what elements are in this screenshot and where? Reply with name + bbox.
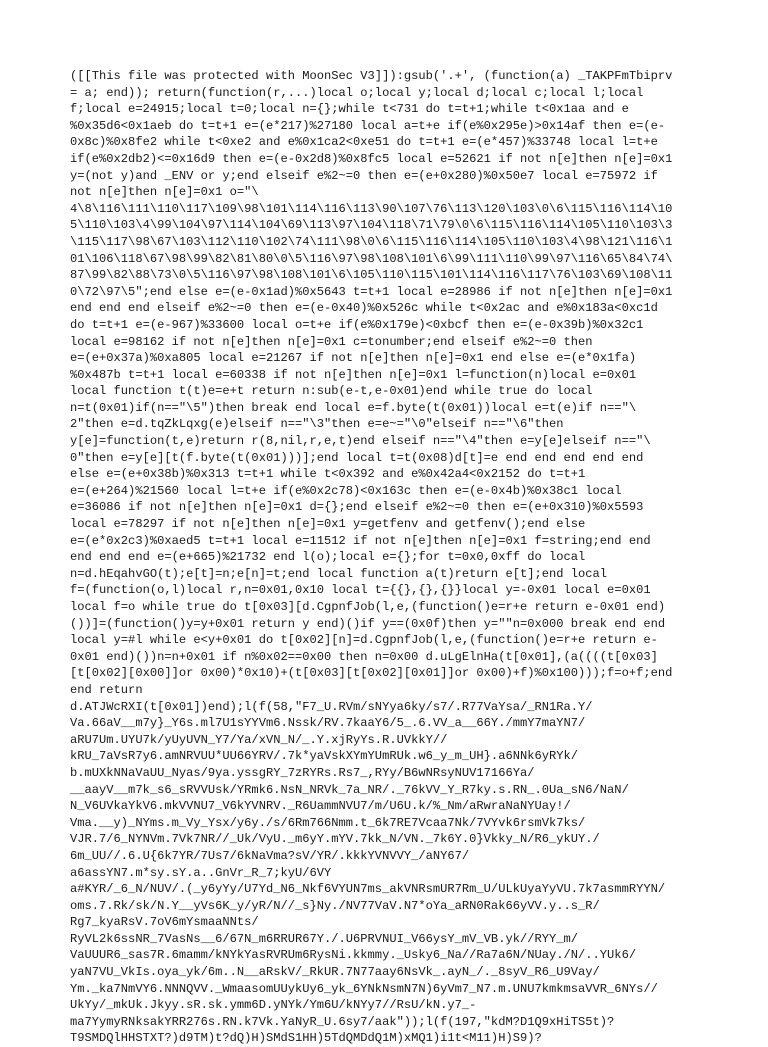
code-line: N_V6UVkaYkV6.mkVVNU7_V6kYVNRV._R6UammNVU7/m/U6U.k/%_Nm/aRwraNaNYUay!/ bbox=[70, 799, 571, 814]
code-line: VJR.7/6_NYNVm.7Vk7NR//_Uk/VyU._m6yY.mYV.7kk_N/VN._7k6Y.0}Vkky_N/R6_ykUY./ bbox=[70, 832, 600, 847]
code-line: Ym._ka7NmVY6.NNNQVV._WmaasomUUykUy6_yk_6YNkNsmN7N)6yVm7_N7.m.UNU7kmkmsaVVR_6NYs// bbox=[70, 981, 658, 996]
code-line: VaUUUR6_sas7R.6mamm/kNYkYasRVRUm6RysNi.kkmmy._Usky6_Na//Ra7a6N/NUay./N/..YUk6/ bbox=[70, 948, 637, 963]
code-line: local y=#l while e<y+0x01 do t[0x02][n]=d.CgpnfJob(l,e,(function()e=r+e return e- bbox=[70, 633, 658, 648]
code-line: RyVL2k6ssNR_7VasNs__6/67N_m6RRUR67Y./.U6PRVNUI_V66ysY_mV_VB.yk//RYY_m/ bbox=[70, 931, 579, 946]
code-line: = a; end)); return(function(r,...)local o;local y;local d;local c;local l;local bbox=[70, 85, 644, 100]
code-line: 0x01 end)())n=n+0x01 if n%0x02==0x00 then n=0x00 d.uLgElnHa(t[0x01],(a((((t[0x03] bbox=[70, 649, 658, 664]
code-line: else e=(e+0x38b)%0x313 t=t+1 while t<0x392 and e%0x42a4<0x2152 do t=t+1 bbox=[70, 467, 586, 482]
code-line: end return bbox=[70, 682, 143, 697]
code-line: a#KYR/_6_N/NUV/.(_y6yYy/U7Yd_N6_Nkf6VYUN7ms_akVNRsmUR7Rm_U/ULkUyaYyVU.7k7asmmRYYN/ bbox=[70, 882, 666, 897]
code-line: %0x487b t=t+1 local e=60338 if not n[e]then n[e]=0x1 l=function(n)local e=0x01 bbox=[70, 367, 637, 382]
code-line: not n[e]then n[e]=0x1 o="\ bbox=[70, 185, 259, 200]
code-line: kRU_7aVsR7y6.amNRVUU*UU66YRV/.7k*yaVskXYmYUmRUk.w6_y_m_UH}.a6NNk6yRYk/ bbox=[70, 749, 579, 764]
code-line: yaN7VU_VkIs.oya_yk/6m..N__aRskV/_RkUR.7N77aay6NsVk_.ayN_/._8syV_R6_U9Vay/ bbox=[70, 965, 600, 980]
code-line: oms.7.Rk/sk/N.Y__yVs6K_y/yR/N//_s}Ny./NV77VaV.N7*oYa_aRN0Rak66yVV.y..s_R/ bbox=[70, 898, 600, 913]
code-line: 2"then e=d.tqZkLqxg(e)elseif n=="\3"then e=e~="\0"elseif n=="\6"then bbox=[70, 417, 564, 432]
code-line: aRU7Um.UYU7k/yUyUVN_Y7/Ya/xVN_N/_.Y.xjRyYs.R.UVkkY// bbox=[70, 732, 448, 747]
code-line: 01\106\118\67\98\99\82\81\80\0\5\116\97\98\108\101\6\99\111\110\99\97\116\65\84\74\ bbox=[70, 251, 673, 266]
code-line: y[e]=function(t,e)return r(8,nil,r,e,t)end elseif n=="\4"then e=y[e]elseif n=="\ bbox=[70, 434, 651, 449]
code-line: 0x8c)%0x8fe2 while t<0xe2 and e%0x1ca2<0xe51 do t=t+1 e=(e*457)%33748 local l=t+e bbox=[70, 135, 658, 150]
code-line: f=(function(o,l)local r,n=0x01,0x10 local t={{},{},{}}local y=-0x01 local e=0x01 bbox=[70, 583, 651, 598]
code-line: local e=98162 if not n[e]then n[e]=0x1 c=tonumber;end elseif e%2~=0 then bbox=[70, 334, 593, 349]
code-line: a6assYN7.m*sy.sY.a..GnVr_R_7;kyU/6VY bbox=[70, 865, 332, 880]
code-line: __aayV__m7k_s6_sRVVUsk/YRmk6.NsN_NRVk_7a_NR/._76kVV_Y_R7ky.s.RN_.0Ua_sN6/NaN/ bbox=[70, 782, 629, 797]
code-text-block bbox=[70, 68, 710, 1047]
code-line: %0x35d6<0x1aeb do t=t+1 e=(e*217)%27180 local a=t+e if(e%0x295e)>0x14af then e=(e- bbox=[70, 118, 666, 133]
code-line: e=(e+264)%21560 local l=t+e if(e%0x2c78)<0x163c then e=(e-0x4b)%0x38c1 local bbox=[70, 483, 622, 498]
code-line: end end end elseif e%2~=0 then e=(e-0x40)%0x526c while t<0x2ac and e%0x183a<0xc1d bbox=[70, 301, 658, 316]
code-line: e=(e*0x2c3)%0xaed5 t=t+1 local e=11512 if not n[e]then n[e]=0x1 f=string;end end bbox=[70, 533, 651, 548]
code-line: e=36086 if not n[e]then n[e]=0x1 d={};end elseif e%2~=0 then e=(e+0x310)%0x5593 bbox=[70, 500, 644, 515]
code-line: 5\110\103\4\99\104\97\114\104\69\113\97\104\118\71\79\0\6\115\116\114\105\110\103\3 bbox=[70, 218, 673, 233]
code-line: UkYy/_mkUk.Jkyy.sR.sk.ymm6D.yNYk/Ym6U/kNYy7//RsU/kN.y7_- bbox=[70, 998, 477, 1013]
code-line: 6m_UU//.6.U{6k7YR/7Us7/6kNaVma?sV/YR/.kkkYVNVVY_/aNY67/ bbox=[70, 848, 470, 863]
code-line: local f=o while true do t[0x03][d.CgpnfJob(l,e,(function()e=r+e return e-0x01 end) bbox=[70, 600, 666, 614]
code-line: local function t(t)e=e+t return n:sub(e-t,e-0x01)end while true do local bbox=[70, 384, 593, 399]
code-line: Vma.__y)_NYms.m_Vy_Ysx/y6y./s/6Rm766Nmm.t_6k7RE7Vcaa7Nk/7VYvk6rsmVk7ks/ bbox=[70, 815, 586, 830]
code-line: ([[This file was protected with MoonSec V3]]):gsub('.+', (function(a) _TAKPFmTbiprv bbox=[70, 69, 673, 83]
code-line: Rg7_kyaRsV.7oV6mYsmaaNNts/ bbox=[70, 915, 259, 930]
code-line: f;local e=24915;local t=0;local n={};while t<731 do t=t+1;while t<0x1aa and e bbox=[70, 102, 629, 117]
code-line: e=(e+0x37a)%0xa805 local e=21267 if not n[e]then n[e]=0x1 end else e=(e*0x1fa) bbox=[70, 351, 637, 366]
code-line: ma7YymyRNksakYRR276s.RN.k7Vk.YaNyR_U.6sy7/aak"));l(f(197,"kdM?D1Q9xHiTS5t)? bbox=[70, 1014, 615, 1029]
code-line: n=d.hEqahvGO(t);e[t]=n;e[n]=t;end local function a(t)return e[t];end local bbox=[70, 566, 608, 581]
code-line: T9SMDQlHHSTXT?)d9TM)t?dQ)H)SMdS1HH)5TdQMDdQ1M)xMQ1)i1t<M11)H)S9)? bbox=[70, 1031, 542, 1046]
code-line: Va.66aV__m7y}_Y6s.ml7U1sYYVm6.Nssk/RV.7kaaY6/5_.6.VV_a__66Y./mmY7maYN7/ bbox=[70, 716, 586, 731]
code-line: n=t(0x01)if(n=="\5")then break end local e=f.byte(t(0x01))local e=t(e)if n=="\ bbox=[70, 400, 637, 415]
code-line: 0\72\97\5";end else e=(e-0x1ad)%0x5643 t=t+1 local e=28986 if not n[e]then n[e]=0x1 bbox=[70, 284, 673, 299]
code-line: if(e%0x2db2)<=0x16d9 then e=(e-0x2d8)%0x8fc5 local e=52621 if not n[e]then n[e]=0x1 bbox=[70, 151, 673, 166]
code-line: b.mUXkNNaVaUU_Nyas/9ya.yssgRY_7zRYRs.Rs7_,RYy/B6wNRsyNUV17166Ya/ bbox=[70, 765, 535, 780]
code-line: end end end e=(e+665)%21732 end l(o);local e={};for t=0x0,0xff do local bbox=[70, 550, 586, 565]
code-line: [t[0x02][0x00]]or 0x00)*0x10)+(t[0x03][t[0x02][0x01]]or 0x00)+f)%0x100)));f=o+f;end bbox=[70, 666, 673, 681]
code-line: local e=78297 if not n[e]then n[e]=0x1 y=getfenv and getfenv();end else bbox=[70, 517, 586, 532]
code-line: 87\99\82\88\73\0\5\116\97\98\108\101\6\105\110\115\101\114\116\117\76\103\69\108\11 bbox=[70, 268, 673, 283]
code-line: d.ATJWcRXI(t[0x01])end);l(f(58,"F7_U.RVm/sNYya6ky/s7/.R77VaYsa/_RN1Ra.Y/ bbox=[70, 699, 593, 714]
code-line: \115\117\98\67\103\112\110\102\74\111\98\0\6\115\116\114\105\110\103\4\98\121\116\1 bbox=[70, 234, 673, 249]
code-line: 4\8\116\111\110\117\109\98\101\114\116\113\90\107\76\113\120\103\0\6\115\116\114\10 bbox=[70, 201, 673, 216]
code-line: ())]=(function()y=y+0x01 return y end)()if y==(0x0f)then y=""n=0x000 break end end bbox=[70, 616, 666, 631]
code-line: 0"then e=y[e][t(f.byte(t(0x01)))];end local t=t(0x08)d[t]=e end end end end end bbox=[70, 450, 644, 465]
code-line: y=(not y)and _ENV or y;end elseif e%2~=0 then e=(e+0x280)%0x50e7 local e=75972 if bbox=[70, 168, 658, 183]
code-line: do t=t+1 e=(e-967)%33600 local o=t+e if(e%0x179e)<0xbcf then e=(e-0x39b)%0x32c1 bbox=[70, 317, 644, 332]
